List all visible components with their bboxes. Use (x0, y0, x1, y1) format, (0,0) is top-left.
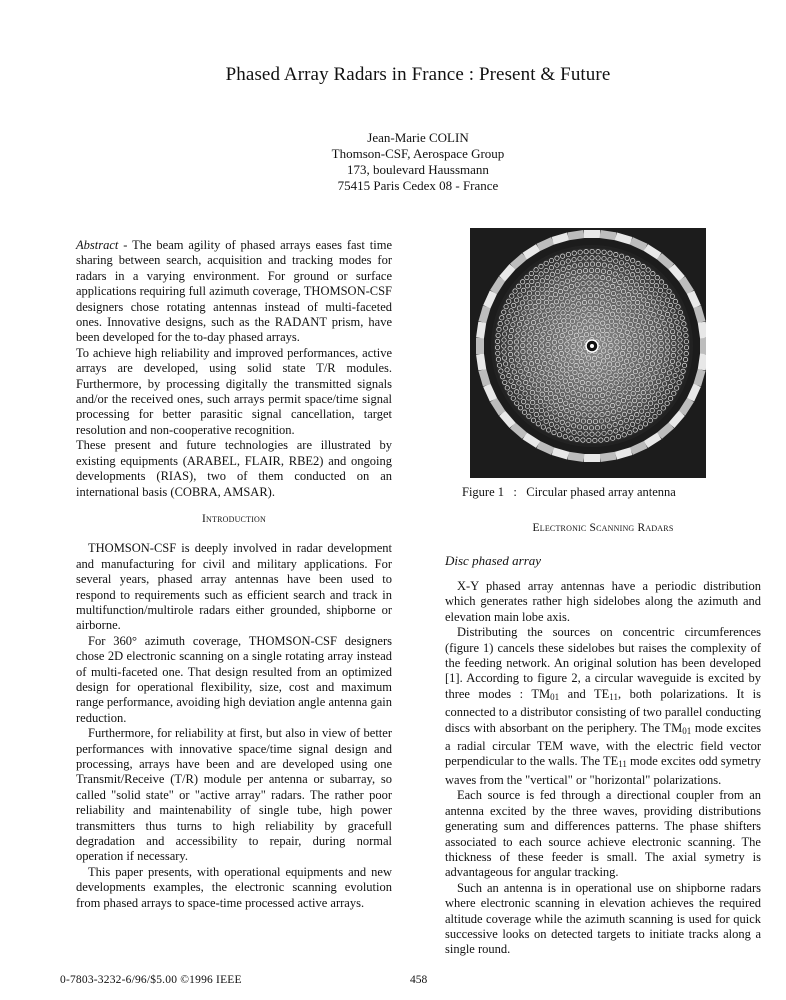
abstract-label: Abstract (76, 238, 119, 252)
subheading-disc-phased-array: Disc phased array (445, 553, 542, 568)
feed-block (584, 454, 600, 462)
abstract-p2: To achieve high reliability and improved performances, active arrays are developed, using solid state T/R modules. Furthermore, by processing digitally the transmitted signals and/or the received ones, such arrays permit space/time signal processing for better parasitic signal cancellation, target resolution and non-cooperative recognition. (76, 345, 392, 437)
es-p4: Such an antenna is in operational use on shipborne radars where electronic scanning in elevation achieves the required altitude coverage while the azimuth scanning is used for quick successive looks on detected targets to initiate tracks along a single round. (445, 880, 761, 957)
section-heading-electronic-scanning: Electronic Scanning Radars (532, 522, 674, 534)
figure-circular-array-photo (470, 228, 706, 478)
es-p3: Each source is fed through a directional coupler from an antenna excited by the three waves, providing distributions generating sum and differences patterns. The phase shifters associated to each source achieve electronic scanning. The thickness of these feeder is small. The axial symetry is advantageous for angular tracking. (445, 788, 761, 880)
abstract-p1: Abstract - The beam agility of phased arrays eases fast time sharing between search, acquisition and tracking modes for radars in a varying environment. For ground or surface applications requiring full azimuth coverage, THOMSON-CSF designers chose rotating antennas instead of multi-faceted ones. Innovative designs, such as the RADANT prism, have been developed for the to-day phased arrays. (76, 238, 392, 345)
figure-caption: Figure 1 : Circular phased array antenna (462, 485, 676, 499)
es-p1: X-Y phased array antennas have a periodic distribution which generates rather high sidelobes along the azimuth and elevation main lobe axis. (445, 579, 761, 624)
author-name: Jean-Marie COLIN (367, 130, 469, 145)
es-p2: Distributing the sources on concentric circumferences (figure 1) cancels these sidelobes but raises the complexity of the feeding network. An original solution has been developed [1]. According to figure 2, a circular waveguide is excited by three modes : $TM_{01}$ and $TE_{11}$, both polarizations. It is connected to a distributor consisting of two parallel conducting discs with absorbant on the periphery. The $TM_{01}$ mode excites a radial circular TEM wave, with the electric field vector perpendicular to the walls. The $TE_{11}$ mode excites odd symetry waves from the "vertical" or "horizontal" polarizations. (445, 625, 762, 787)
author-org: Thomson-CSF, Aerospace Group (331, 146, 505, 161)
author-street: 173, boulevard Haussmann (347, 162, 489, 177)
feed-block (700, 338, 706, 354)
intro-p1: THOMSON-CSF is deeply involved in radar development and manufacturing for civil and military applications. For several years, phased array antennas have been used to respond to requirements such as efficient search and track in multifunction/multirole radars either grounded, shipborne or airborne. (76, 541, 392, 633)
abstract-p3: These present and future technologies are illustrated by existing equipments (ARABEL, FLAIR, RBE2) and ongoing developments (RIAS), two of them conducted on an international basis (COBRA, AMSAR). (76, 438, 392, 499)
intro-p3: Furthermore, for reliability at first, but also in view of better performances with innovative space/time signal design and processing, arrays have been and are developed using one Transmit/Receive (T/R) module per antenna or subarray, so called "solid state" or "active array" radars. The rather poor reliability and maintenability of single tube, high power transmitters thus turns to high reliability by gracefull degradation and accessibility to repair, during normal operation if necessary. (76, 726, 392, 864)
left-column (76, 238, 392, 911)
intro-p2: For 360° azimuth coverage, THOMSON-CSF designers chose 2D electronic scanning on a single rotating array instead of multi-faceted one. That design resulted from an optimized design for operational flexibility, size, cost and maximum range performance, avoiding high deviation angle antenna gain reduction. (76, 633, 392, 725)
array-antenna-image (470, 228, 706, 478)
page-number: 458 (410, 974, 428, 986)
right-column (445, 579, 761, 958)
introduction-heading: Introduction (201, 512, 266, 525)
author-city: 75415 Paris Cedex 08 - France (337, 178, 499, 193)
author-block (0, 130, 786, 194)
footer-copyright: 0-7803-3232-6/96/$5.00 ©1996 IEEE (60, 974, 242, 986)
intro-p4: This paper presents, with operational equipments and new developments examples, the electronic scanning evolution from phased arrays to space-time processed active arrays. (76, 864, 392, 910)
feed-block (584, 230, 600, 238)
feed-block (476, 338, 484, 354)
paper-title: Phased Array Radars in France : Present & Future (225, 64, 611, 85)
